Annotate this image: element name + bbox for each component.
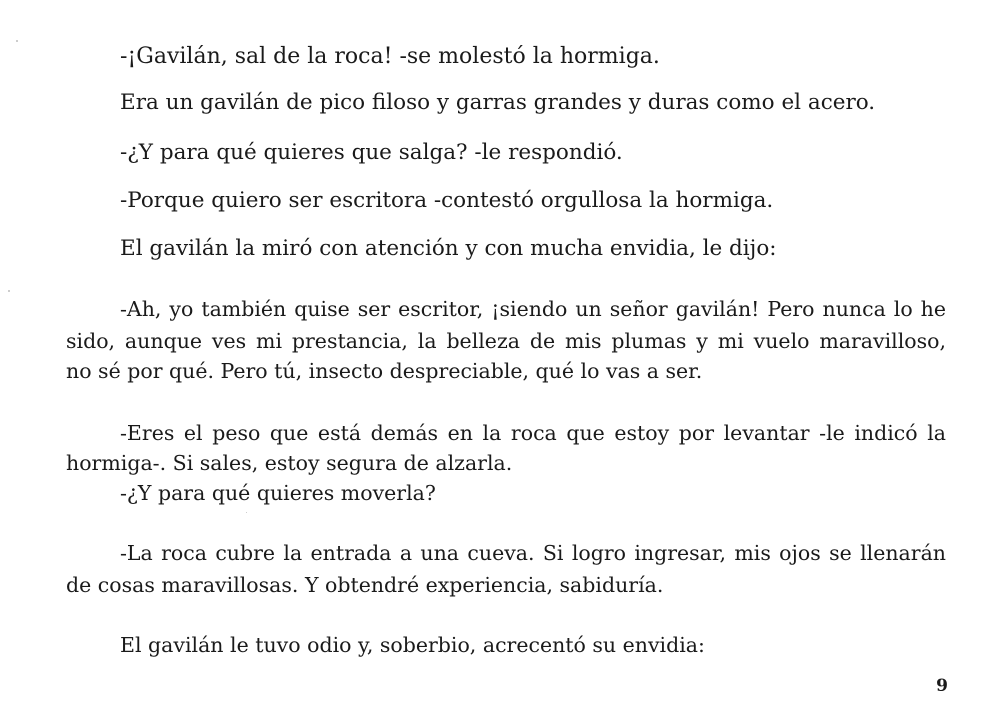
text-line-8: no sé por qué. Pero tú, insecto despreciable, qué lo vas a ser. [66, 359, 703, 383]
text-line-12: -La roca cubre la entrada a una cueva. Si logro ingresar, mis ojos se llenarán [120, 541, 946, 565]
scan-speck [16, 40, 18, 42]
text-line-1: -¡Gavilán, sal de la roca! -se molestó la hormiga. [120, 44, 660, 69]
text-line-14: El gavilán le tuvo odio y, soberbio, acrecentó su envidia: [120, 633, 705, 657]
scan-speck [246, 512, 247, 513]
text-line-4: -Porque quiero ser escritora -contestó orgullosa la hormiga. [120, 188, 774, 213]
text-line-13: de cosas maravillosas. Y obtendré experiencia, sabiduría. [66, 573, 664, 597]
text-line-6: -Ah, yo también quise ser escritor, ¡siendo un señor gavilán! Pero nunca lo he [120, 297, 946, 321]
text-line-7: sido, aunque ves mi prestancia, la belleza de mis plumas y mi vuelo maravilloso, [66, 329, 946, 353]
scan-speck [8, 290, 10, 292]
text-line-2: Era un gavilán de pico filoso y garras grandes y duras como el acero. [120, 90, 876, 115]
text-line-10: hormiga-. Si sales, estoy segura de alzarla. [66, 451, 513, 475]
text-line-5: El gavilán la miró con atención y con mucha envidia, le dijo: [120, 236, 777, 261]
page-number: 9 [936, 676, 948, 696]
text-line-3: -¿Y para qué quieres que salga? -le respondió. [120, 140, 623, 165]
text-line-11: -¿Y para qué quieres moverla? [120, 481, 436, 505]
text-line-9: -Eres el peso que está demás en la roca que estoy por levantar -le indicó la [120, 421, 946, 445]
